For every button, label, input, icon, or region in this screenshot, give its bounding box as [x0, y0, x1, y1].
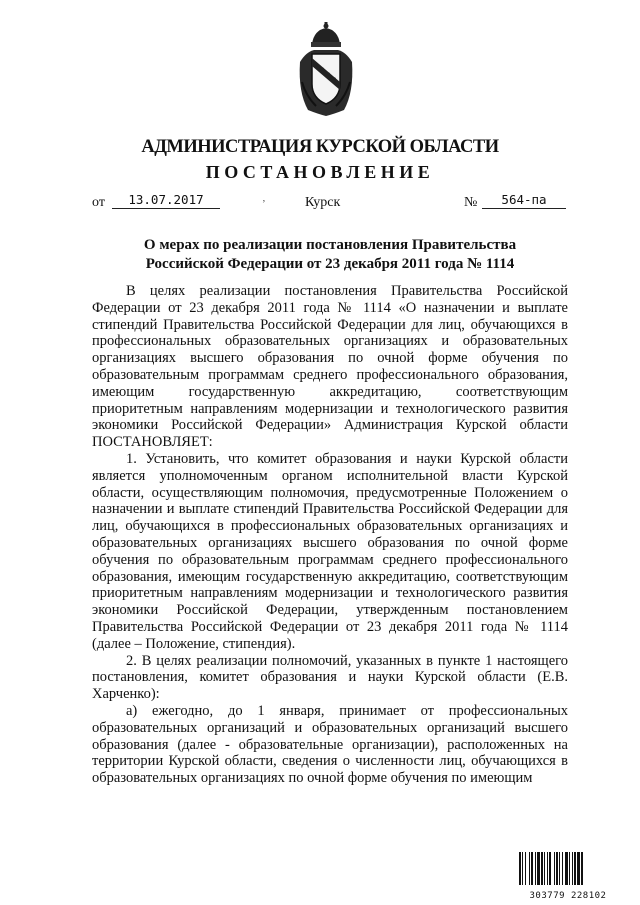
barcode — [518, 852, 618, 901]
document-title — [90, 236, 570, 274]
barcode-bar — [544, 852, 545, 885]
organization-name: АДМИНИСТРАЦИЯ КУРСКОЙ ОБЛАСТИ — [141, 137, 499, 157]
document-number: 564-па — [482, 192, 566, 209]
number-label: № — [464, 195, 478, 210]
barcode-bar — [565, 852, 568, 885]
barcode-bar — [581, 852, 583, 885]
barcode-bar — [519, 852, 521, 885]
document-city: Курск — [305, 195, 341, 210]
title-line-1: О мерах по реализации постановления Правительства — [143, 237, 517, 253]
barcode-number: 303779 228102 — [529, 891, 607, 901]
barcode-bar — [529, 852, 530, 885]
barcode-bar — [525, 852, 526, 885]
paragraph-1: 1. Установить, что комитет образования и науки Курской области является уполномоченным органом исполнительной власти Курской области, осуществляющим полномочия, предусмотренные Положением о назначении и выплате стипендий Правительства Российской Федерации для лиц, обучающихся в профессиональных образовательных организациях и образовательных организациях высшего образования по очной форме обучения по образовательным программам среднего профессионального образования, имеющим государственную аккредитацию, соответствующим приоритетным направлениям модернизации и технологического развития экономики Российской Федерации, утвержденным постановлением Правительства Российской Федерации от 23 декабря 2011 года № 1114 (далее – Положение, стипендия). — [92, 450, 568, 652]
barcode-bar — [522, 852, 523, 885]
barcode-bar — [577, 852, 580, 885]
barcode-bar — [554, 852, 555, 885]
title-line-2: Российской Федерации от 23 декабря 2011 года № 1114 — [145, 256, 515, 272]
barcode-bar — [574, 852, 576, 885]
date-label: от — [92, 195, 105, 210]
scan-mark: ‚ — [262, 192, 266, 204]
barcode-bar — [549, 852, 551, 885]
barcode-bar — [535, 852, 536, 885]
barcode-bar — [547, 852, 548, 885]
paragraph-2: 2. В целях реализации полномочий, указанных в пункте 1 настоящего постановления, комитет образования и науки Курской области (Е.В. Харченко): — [92, 652, 568, 703]
document-body — [92, 283, 568, 787]
barcode-bar — [531, 852, 533, 885]
barcode-bar — [537, 852, 540, 885]
document-date: 13.07.2017 — [112, 192, 220, 209]
barcode-bars — [518, 852, 618, 885]
barcode-bar — [569, 852, 570, 885]
coat-of-arms-emblem — [294, 22, 358, 118]
barcode-bar — [572, 852, 573, 885]
document-meta — [0, 192, 640, 214]
paragraph-preamble: В целях реализации постановления Правительства Российской Федерации от 23 декабря 2011 года № 1114 «О назначении и выплате стипендий Правительства Российской Федерации для лиц, обучающихся в профессиональных образовательных организациях и образовательных организациях высшего образования по очной форме обучения по образовательным программам среднего профессионального образования, имеющим государственную аккредитацию, соответствующим приоритетным направлениям модернизации и технологического развития экономики Российской Федерации» Администрация Курской области ПОСТАНОВЛЯЕТ: — [92, 283, 568, 451]
barcode-bar — [541, 852, 543, 885]
barcode-bar — [559, 852, 560, 885]
document-type: ПОСТАНОВЛЕНИЕ — [205, 162, 435, 182]
barcode-bar — [562, 852, 563, 885]
barcode-bar — [556, 852, 558, 885]
paragraph-2a: а) ежегодно, до 1 января, принимает от профессиональных образовательных организаций и образовательных организаций высшего образования (далее - образовательные организации), расположенных на территории Курской области, сведения о численности лиц, обучающихся в образовательных организациях по очной форме обучения по имеющим — [92, 702, 568, 787]
